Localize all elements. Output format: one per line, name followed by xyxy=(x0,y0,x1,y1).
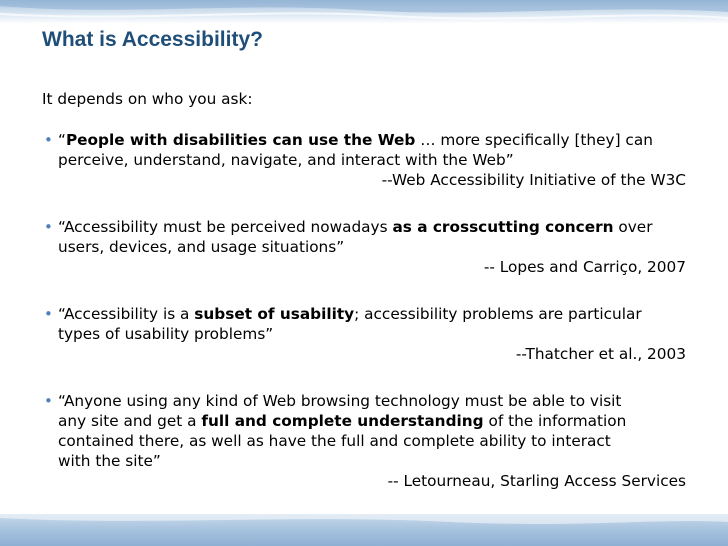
quote-line xyxy=(58,304,694,324)
bullet-item xyxy=(44,391,694,491)
quote-text: … more specifically [they] can xyxy=(415,131,653,149)
bullet-item xyxy=(44,304,694,364)
quote-text: ; accessibility problems are particular xyxy=(354,305,642,323)
quote-text: “Accessibility must be perceived nowadays xyxy=(58,218,393,236)
bullet-item xyxy=(44,130,694,190)
emphasized-text: subset of usability xyxy=(194,305,355,323)
quote-line xyxy=(58,451,694,471)
quote-text: any site and get a xyxy=(58,412,202,430)
quote-text: perceive, understand, navigate, and interact with the Web” xyxy=(58,151,514,169)
top-wave-graphic xyxy=(0,0,728,24)
top-decorative-band xyxy=(0,0,728,24)
quote-text: types of usability problems” xyxy=(58,325,274,343)
bottom-wave-graphic xyxy=(0,514,728,546)
quote-line xyxy=(58,217,694,237)
bullet-marker-icon: • xyxy=(44,392,53,410)
quote-line xyxy=(58,237,694,257)
quote-line xyxy=(58,150,694,170)
quote-line xyxy=(58,130,694,150)
quote-line xyxy=(58,324,694,344)
quote-line xyxy=(58,431,694,451)
bullet-marker-icon: • xyxy=(44,131,53,149)
intro-text: It depends on who you ask: xyxy=(42,90,253,108)
bullet-marker-icon: • xyxy=(44,305,53,323)
emphasized-text: People with disabilities can use the Web xyxy=(65,131,416,149)
quote-line xyxy=(58,391,694,411)
quote-line xyxy=(58,411,694,431)
bullet-item xyxy=(44,217,694,277)
quote-text: over xyxy=(613,218,653,236)
quote-attribution: -- Letourneau, Starling Access Services xyxy=(387,472,686,490)
bullet-marker-icon: • xyxy=(44,218,53,236)
emphasized-text: as a crosscutting concern xyxy=(392,218,614,236)
quote-text: users, devices, and usage situations” xyxy=(58,238,345,256)
quote-text: “ xyxy=(58,131,66,149)
quote-text: with the site” xyxy=(58,452,161,470)
emphasized-text: full and complete understanding xyxy=(201,412,484,430)
bottom-decorative-band xyxy=(0,514,728,546)
quote-text: of the information xyxy=(483,412,627,430)
quote-text: “Anyone using any kind of Web browsing technology must be able to visit xyxy=(58,392,622,410)
quote-text: contained there, as well as have the full and complete ability to interact xyxy=(58,432,611,450)
quote-text: “Accessibility is a xyxy=(58,305,195,323)
quote-attribution: --Web Accessibility Initiative of the W3C xyxy=(381,171,686,189)
quote-attribution: -- Lopes and Carriço, 2007 xyxy=(483,258,686,276)
slide-title: What is Accessibility? xyxy=(42,28,263,51)
quote-attribution: --Thatcher et al., 2003 xyxy=(515,345,686,363)
